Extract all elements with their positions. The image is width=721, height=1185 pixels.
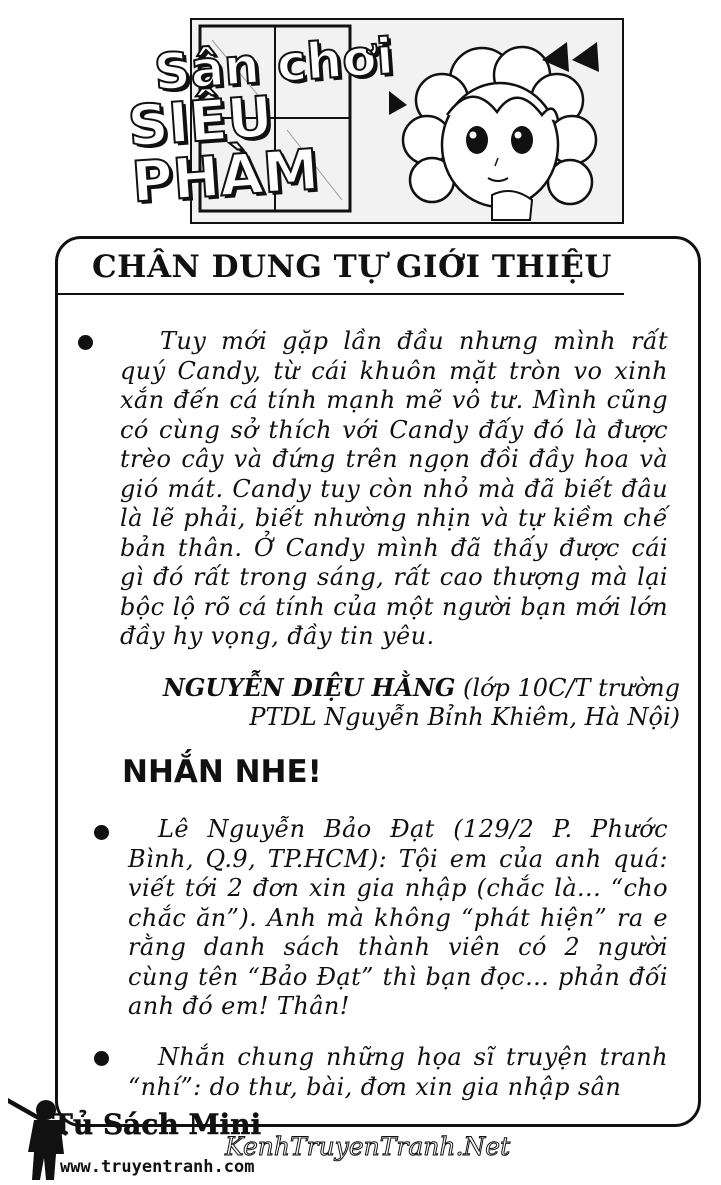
author-name: NGUYỄN DIỆU HẰNG — [162, 673, 456, 702]
footer-url: www.truyentranh.com — [60, 1157, 255, 1177]
header-title-line1: Sân chơi — [152, 27, 396, 102]
bullet-icon — [78, 335, 93, 350]
content-box — [55, 236, 701, 1127]
heading-divider — [58, 293, 624, 295]
watermark: KenhTruyenTranh.Net — [225, 1132, 511, 1161]
header-title-line2: SIÊU PHÀM — [125, 84, 321, 216]
footer-brand: Tủ Sách Mini — [52, 1108, 262, 1141]
note-item: Nhắn chung những họa sĩ truyện tranh “nhí”: do thư, bài, đơn xin gia nhập sân — [128, 1043, 668, 1101]
author-credit — [120, 673, 680, 732]
intro-paragraph: Tuy mới gặp lần đầu nhưng mình rất quý Candy, từ cái khuôn mặt tròn vo xinh xắn đến cá tính mạnh mẽ vô tư. Mình cũng có cùng sở thích với Candy đấy đó là được trèo cây và đứng trên ngọn đồi đầy hoa và gió mát. Candy tuy còn nhỏ mà đã biết đâu là lẽ phải, biết nhường nhịn và tự kiềm chế bản thân. Ở Candy mình đã thấy được cái gì đó rất trong sáng, rất cao thượng mà lại bộc lộ rõ cá tính của một người bạn mới lớn đầy hy vọng, đầy tin yêu. — [120, 327, 668, 650]
bullet-icon — [94, 825, 109, 840]
bullet-icon — [94, 1051, 109, 1066]
header-title — [123, 27, 414, 216]
note-item: Lê Nguyễn Bảo Đạt (129/2 P. Phước Bình, Q.9, TP.HCM): Tội em của anh quá: viết tới 2 đơn xin gia nhập (chắc là... “cho chắc ăn”). Anh mà không “phát hiện” ra e rằng danh sách thành viên có 2 người cùng tên “Bảo Đạt” thì bạn đọc... phản đối anh đó em! Thân! — [128, 815, 668, 1020]
notes-heading: NHẮN NHE! — [122, 754, 322, 790]
author-info: (lớp 10C/T trường PTDL Nguyễn Bỉnh Khiêm, Hà Nội) — [249, 674, 680, 731]
section-heading: CHÂN DUNG TỰ GIỚI THIỆU — [92, 249, 612, 285]
